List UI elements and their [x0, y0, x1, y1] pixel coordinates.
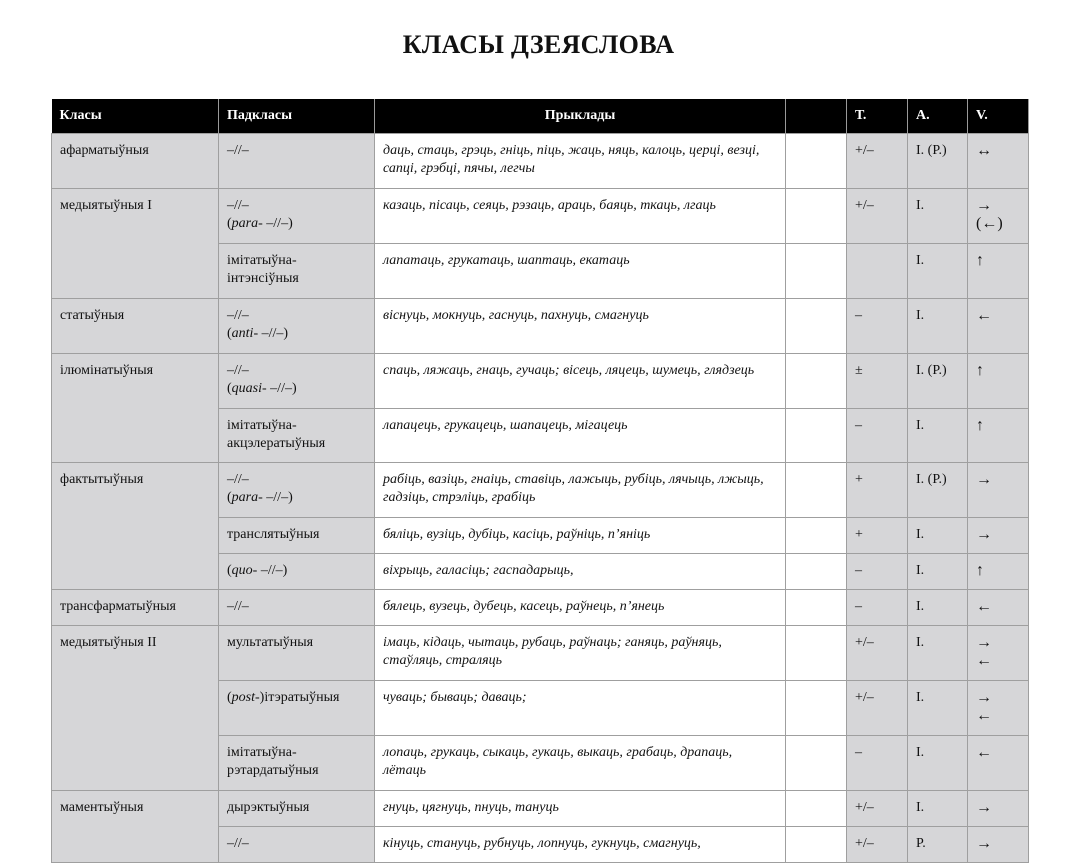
prefix-rest: - –//–): [262, 381, 297, 396]
v-cell: [968, 189, 1029, 244]
blank-cell: [786, 736, 847, 791]
t-cell: ±: [847, 354, 908, 409]
t-cell: –: [847, 590, 908, 626]
blank-cell: [786, 626, 847, 681]
blank-cell: [786, 518, 847, 554]
header-klasy: Класы: [52, 99, 219, 134]
class-cell: медыятыўныя II: [52, 626, 219, 791]
blank-cell: [786, 554, 847, 590]
subclass-line: –//–: [227, 836, 249, 851]
t-cell: +/–: [847, 791, 908, 827]
subclass-line: мультатыўныя: [227, 635, 314, 650]
subclass-prefix-line: (para- –//–): [227, 490, 293, 505]
table-row: [52, 791, 1029, 827]
prefix-rest: - –//–): [258, 490, 293, 505]
examples-cell: віхрыць, галасіць; гаспадарыць,: [375, 554, 786, 590]
arrow-up-icon: ↑: [976, 562, 984, 579]
a-cell: I.: [908, 590, 968, 626]
t-cell: +/–: [847, 626, 908, 681]
prefix-rest: - –//–): [258, 216, 293, 231]
arrow-right-icon: →: [976, 526, 992, 543]
subclass-cell: [219, 518, 375, 554]
examples-cell: імаць, кідаць, чытаць, рубаць, раўнаць; ганяць, раўняць, стаўляць, страляць: [375, 626, 786, 681]
a-cell: I.: [908, 299, 968, 354]
examples-cell: кінуць, стануць, рубнуць, лопнуць, гукнуць, смагнуць,: [375, 827, 786, 863]
a-cell: I.: [908, 409, 968, 463]
subclass-cell: [219, 244, 375, 299]
v-cell: [968, 299, 1029, 354]
examples-cell: даць, стаць, грэць, гніць, піць, жаць, няць, калоць, церці, везці, сапці, грэбці, пячы, легчы: [375, 134, 786, 189]
blank-cell: [786, 463, 847, 518]
arrow-left-icon: ←: [976, 744, 992, 761]
table-row: [52, 299, 1029, 354]
prefix-rest: - –//–): [252, 563, 288, 578]
subclass-line: –//–: [227, 308, 249, 323]
a-cell: I.: [908, 791, 968, 827]
t-cell: +: [847, 463, 908, 518]
subclass-cell: [219, 463, 375, 518]
examples-cell: спаць, ляжаць, гнаць, гучаць; вісець, ляцець, шумець, глядзець: [375, 354, 786, 409]
class-cell: трансфарматыўныя: [52, 590, 219, 626]
blank-cell: [786, 244, 847, 299]
examples-cell: лапацець, грукацець, шапацець, мігацець: [375, 409, 786, 463]
subclass-line: –//–: [227, 198, 249, 213]
blank-cell: [786, 791, 847, 827]
examples-cell: бялець, вузець, дубець, касець, раўнець, п’янець: [375, 590, 786, 626]
blank-cell: [786, 354, 847, 409]
prefix-text: post: [231, 690, 256, 705]
examples-cell: чуваць; бываць; даваць;: [375, 681, 786, 736]
subclass-cell: [219, 409, 375, 463]
arrow-left-icon: ←: [976, 707, 992, 724]
prefix-text: para: [231, 490, 259, 505]
subclass-line: –//–: [227, 599, 249, 614]
verb-classes-table: [51, 99, 1029, 863]
arrow-up-icon: ↑: [976, 417, 984, 434]
subclass-cell: [219, 590, 375, 626]
v-cell: [968, 354, 1029, 409]
page-title: КЛАСЫ ДЗЕЯСЛОВА: [402, 30, 675, 59]
v-cell: [968, 590, 1029, 626]
v-cell: [968, 626, 1029, 681]
examples-cell: віснуць, мокнуць, гаснуць, пахнуць, смагнуць: [375, 299, 786, 354]
a-cell: I.: [908, 736, 968, 791]
arrow-up-icon: ↑: [976, 252, 984, 269]
arrow-left-icon: ←: [976, 598, 992, 615]
a-cell: I. (P.): [908, 354, 968, 409]
arrow-up-icon: ↑: [976, 362, 984, 379]
t-cell: +/–: [847, 134, 908, 189]
blank-cell: [786, 590, 847, 626]
prefix-rest: -)ітэратыўныя: [255, 690, 340, 705]
a-cell: I.: [908, 189, 968, 244]
subclass-line: –//–: [227, 472, 249, 487]
v-cell: [968, 518, 1029, 554]
blank-cell: [786, 189, 847, 244]
subclass-cell: [219, 681, 375, 736]
a-cell: P.: [908, 827, 968, 863]
subclass-prefix-line: (quasi- –//–): [227, 381, 297, 396]
subclass-line: імітатыўна-: [227, 253, 297, 268]
examples-cell: бяліць, вузіць, дубіць, касіць, раўніць, п’яніць: [375, 518, 786, 554]
subclass-line-2: акцэлератыўныя: [227, 436, 326, 451]
class-cell: афарматыўныя: [52, 134, 219, 189]
table-row: [52, 134, 1029, 189]
t-cell: –: [847, 736, 908, 791]
table-row: [52, 590, 1029, 626]
subclass-line: імітатыўна-: [227, 418, 297, 433]
header-padklasy: Падкласы: [219, 99, 375, 134]
class-cell: медыятыўныя I: [52, 189, 219, 299]
arrow-right-icon: →: [976, 799, 992, 816]
v-cell: [968, 409, 1029, 463]
table-row: [52, 626, 1029, 681]
v-cell: [968, 791, 1029, 827]
arrow-right-icon: →: [976, 634, 992, 651]
class-cell: статыўныя: [52, 299, 219, 354]
table-row: [52, 463, 1029, 518]
arrow-right-icon: →: [976, 835, 992, 852]
subclass-cell: [219, 791, 375, 827]
header-a: А.: [908, 99, 968, 134]
class-cell: маментыўныя: [52, 791, 219, 863]
subclass-line-2: рэтардатыўныя: [227, 763, 319, 778]
subclass-line: –//–: [227, 363, 249, 378]
subclass-line: транслятыўныя: [227, 527, 320, 542]
examples-cell: лопаць, грукаць, сыкаць, гукаць, выкаць, грабаць, драпаць, лётаць: [375, 736, 786, 791]
table-row: [52, 354, 1029, 409]
t-cell: +/–: [847, 827, 908, 863]
v-cell: [968, 134, 1029, 189]
t-cell: –: [847, 409, 908, 463]
a-cell: I.: [908, 681, 968, 736]
subclass-cell: [219, 354, 375, 409]
subclass-line: –//–: [227, 143, 249, 158]
examples-cell: гнуць, цягнуць, пнуць, тануць: [375, 791, 786, 827]
subclass-cell: [219, 134, 375, 189]
arrow-right-icon: →: [976, 471, 992, 488]
prefix-text: para: [231, 216, 259, 231]
subclass-line: імітатыўна-: [227, 745, 297, 760]
t-cell: +: [847, 518, 908, 554]
examples-cell: лапатаць, грукатаць, шаптаць, екатаць: [375, 244, 786, 299]
subclass-cell: [219, 299, 375, 354]
a-cell: I.: [908, 626, 968, 681]
blank-cell: [786, 681, 847, 736]
prefix-rest: - –//–): [253, 326, 289, 341]
v-cell: [968, 681, 1029, 736]
blank-cell: [786, 827, 847, 863]
subclass-prefix-line: (post-)ітэратыўныя: [227, 690, 340, 705]
subclass-cell: [219, 626, 375, 681]
arrow-left-icon: ←: [976, 307, 992, 324]
t-cell: [847, 244, 908, 299]
blank-cell: [786, 299, 847, 354]
examples-cell: казаць, пісаць, сеяць, рэзаць, араць, баяць, ткаць, лгаць: [375, 189, 786, 244]
v-cell: [968, 736, 1029, 791]
class-cell: фактытыўныя: [52, 463, 219, 590]
table-header-row: [52, 99, 1029, 134]
a-cell: I.: [908, 518, 968, 554]
header-v: V.: [968, 99, 1029, 134]
class-cell: ілюмінатыўныя: [52, 354, 219, 463]
a-cell: I. (P.): [908, 463, 968, 518]
subclass-cell: [219, 827, 375, 863]
v-cell: [968, 554, 1029, 590]
t-cell: +/–: [847, 681, 908, 736]
arrow-icon: ↔: [976, 142, 992, 159]
t-cell: +/–: [847, 189, 908, 244]
subclass-line: дырэктыўныя: [227, 800, 310, 815]
examples-cell: рабіць, вазіць, гнаіць, ставіць, лажыць, рубіць, лячыць, лжыць, гадзіць, стрэліць, грабіць: [375, 463, 786, 518]
subclass-prefix-line: (quo- –//–): [227, 563, 288, 578]
arrow-right-icon: →: [976, 689, 992, 706]
prefix-text: quo: [231, 563, 253, 578]
a-cell: I.: [908, 554, 968, 590]
subclass-prefix-line: (anti- –//–): [227, 326, 289, 341]
subclass-prefix-line: (para- –//–): [227, 216, 293, 231]
blank-cell: [786, 134, 847, 189]
prefix-text: anti: [231, 326, 254, 341]
prefix-text: quasi: [231, 381, 263, 396]
header-t: Т.: [847, 99, 908, 134]
arrow-right-icon: →: [976, 197, 992, 214]
a-cell: I. (P.): [908, 134, 968, 189]
table-row: [52, 189, 1029, 244]
subclass-line-2: інтэнсіўныя: [227, 271, 299, 286]
t-cell: –: [847, 299, 908, 354]
header-pryklady: Прыклады: [375, 99, 786, 134]
subclass-cell: [219, 189, 375, 244]
v-cell: [968, 827, 1029, 863]
header-blank: [786, 99, 847, 134]
arrow-left-paren-icon: (←): [976, 215, 1003, 232]
v-cell: [968, 463, 1029, 518]
t-cell: –: [847, 554, 908, 590]
v-cell: [968, 244, 1029, 299]
a-cell: I.: [908, 244, 968, 299]
subclass-cell: [219, 554, 375, 590]
arrow-left-icon: ←: [976, 652, 992, 669]
subclass-cell: [219, 736, 375, 791]
blank-cell: [786, 409, 847, 463]
